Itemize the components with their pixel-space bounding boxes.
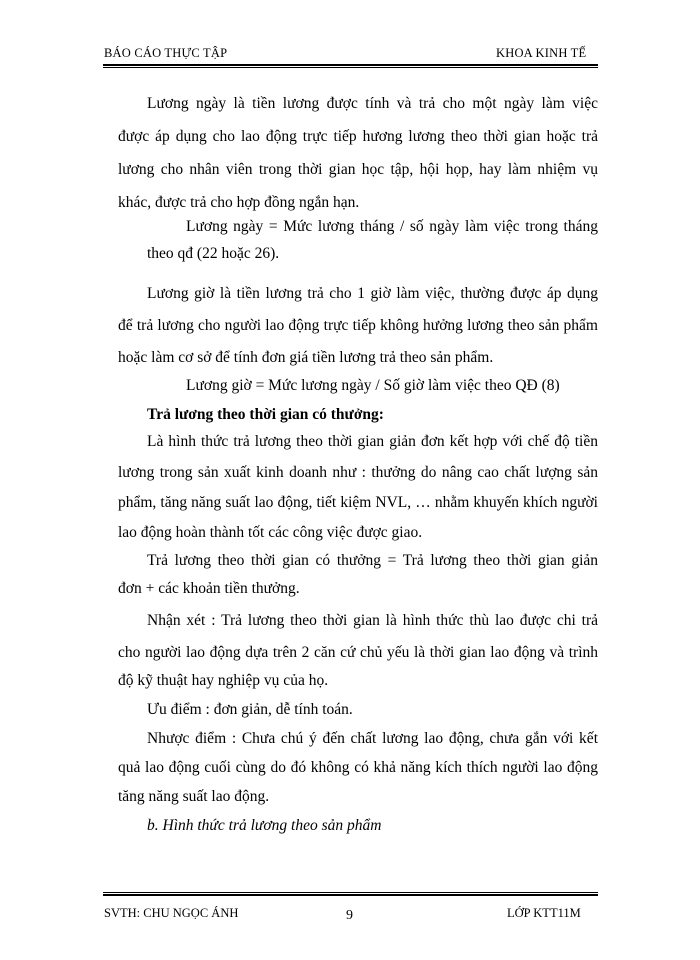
- paragraph-line: Lương giờ là tiền lương trả cho 1 giờ làm việc, thường được áp dụng: [147, 285, 598, 302]
- paragraph-line: tăng năng suất lao động.: [118, 788, 270, 805]
- header-left: BÁO CÁO THỰC TẬP: [104, 46, 228, 60]
- paragraph-line: Lương ngày là tiền lương được tính và trả cho một ngày làm việc: [147, 95, 598, 112]
- paragraph-line: lương trong sản xuất kinh doanh như : thưởng do nâng cao chất lượng sản: [118, 464, 598, 481]
- paragraph-line: hoặc làm cơ sở để tính đơn giá tiền lương trả theo sản phẩm.: [118, 349, 494, 366]
- paragraph-line: khác, được trả cho hợp đồng ngắn hạn.: [118, 194, 360, 211]
- paragraph-line: Nhận xét : Trả lương theo thời gian là hình thức thù lao được chi trả: [147, 612, 598, 629]
- paragraph-line: phẩm, tăng năng suất lao động, tiết kiệm NVL, … nhằm khuyến khích người: [118, 494, 598, 511]
- paragraph-line: độ kỹ thuật hay nghiệp vụ của họ.: [118, 672, 329, 689]
- paragraph-line: Ưu điểm : đơn giản, dễ tính toán.: [147, 701, 353, 718]
- header-rule: [103, 64, 598, 68]
- formula-line: Trả lương theo thời gian có thưởng = Trả lương theo thời gian giản: [147, 552, 598, 569]
- paragraph-line: lương cho nhân viên trong thời gian học tập, hội họp, hay làm nhiệm vụ: [118, 161, 598, 178]
- footer-student: SVTH: CHU NGỌC ÁNH: [104, 906, 239, 920]
- header-right: KHOA KINH TẾ: [496, 46, 587, 60]
- formula-line: Lương giờ = Mức lương ngày / Số giờ làm việc theo QĐ (8): [186, 377, 560, 394]
- footer-class: LỚP KTT11M: [507, 906, 581, 920]
- page-number: 9: [346, 908, 353, 923]
- formula-line: theo qđ (22 hoặc 26).: [147, 245, 280, 262]
- paragraph-line: lao động hoàn thành tốt các công việc được giao.: [118, 524, 423, 541]
- formula-line: Lương ngày = Mức lương tháng / số ngày làm việc trong tháng: [186, 218, 598, 235]
- footer-rule: [103, 892, 598, 896]
- paragraph-line: cho người lao động dựa trên 2 căn cứ chủ yếu là thời gian lao động và trình: [118, 644, 598, 661]
- paragraph-line: để trả lương cho người lao động trực tiếp không hưởng lương theo sản phẩm: [118, 317, 598, 334]
- section-heading: Trả lương theo thời gian có thưởng:: [147, 406, 384, 423]
- paragraph-line: Là hình thức trả lương theo thời gian giản đơn kết hợp với chế độ tiền: [147, 433, 598, 450]
- paragraph-line: quả lao động cuối cùng do đó không có khả năng kích thích người lao động: [118, 759, 598, 776]
- subsection-heading: b. Hình thức trả lương theo sản phẩm: [147, 817, 382, 834]
- paragraph-line: Nhược điểm : Chưa chú ý đến chất lương lao động, chưa gắn với kết: [147, 730, 598, 747]
- paragraph-line: được áp dụng cho lao động trực tiếp hương lương theo thời gian hoặc trả: [118, 128, 598, 145]
- formula-line: đơn + các khoản tiền thưởng.: [118, 580, 300, 597]
